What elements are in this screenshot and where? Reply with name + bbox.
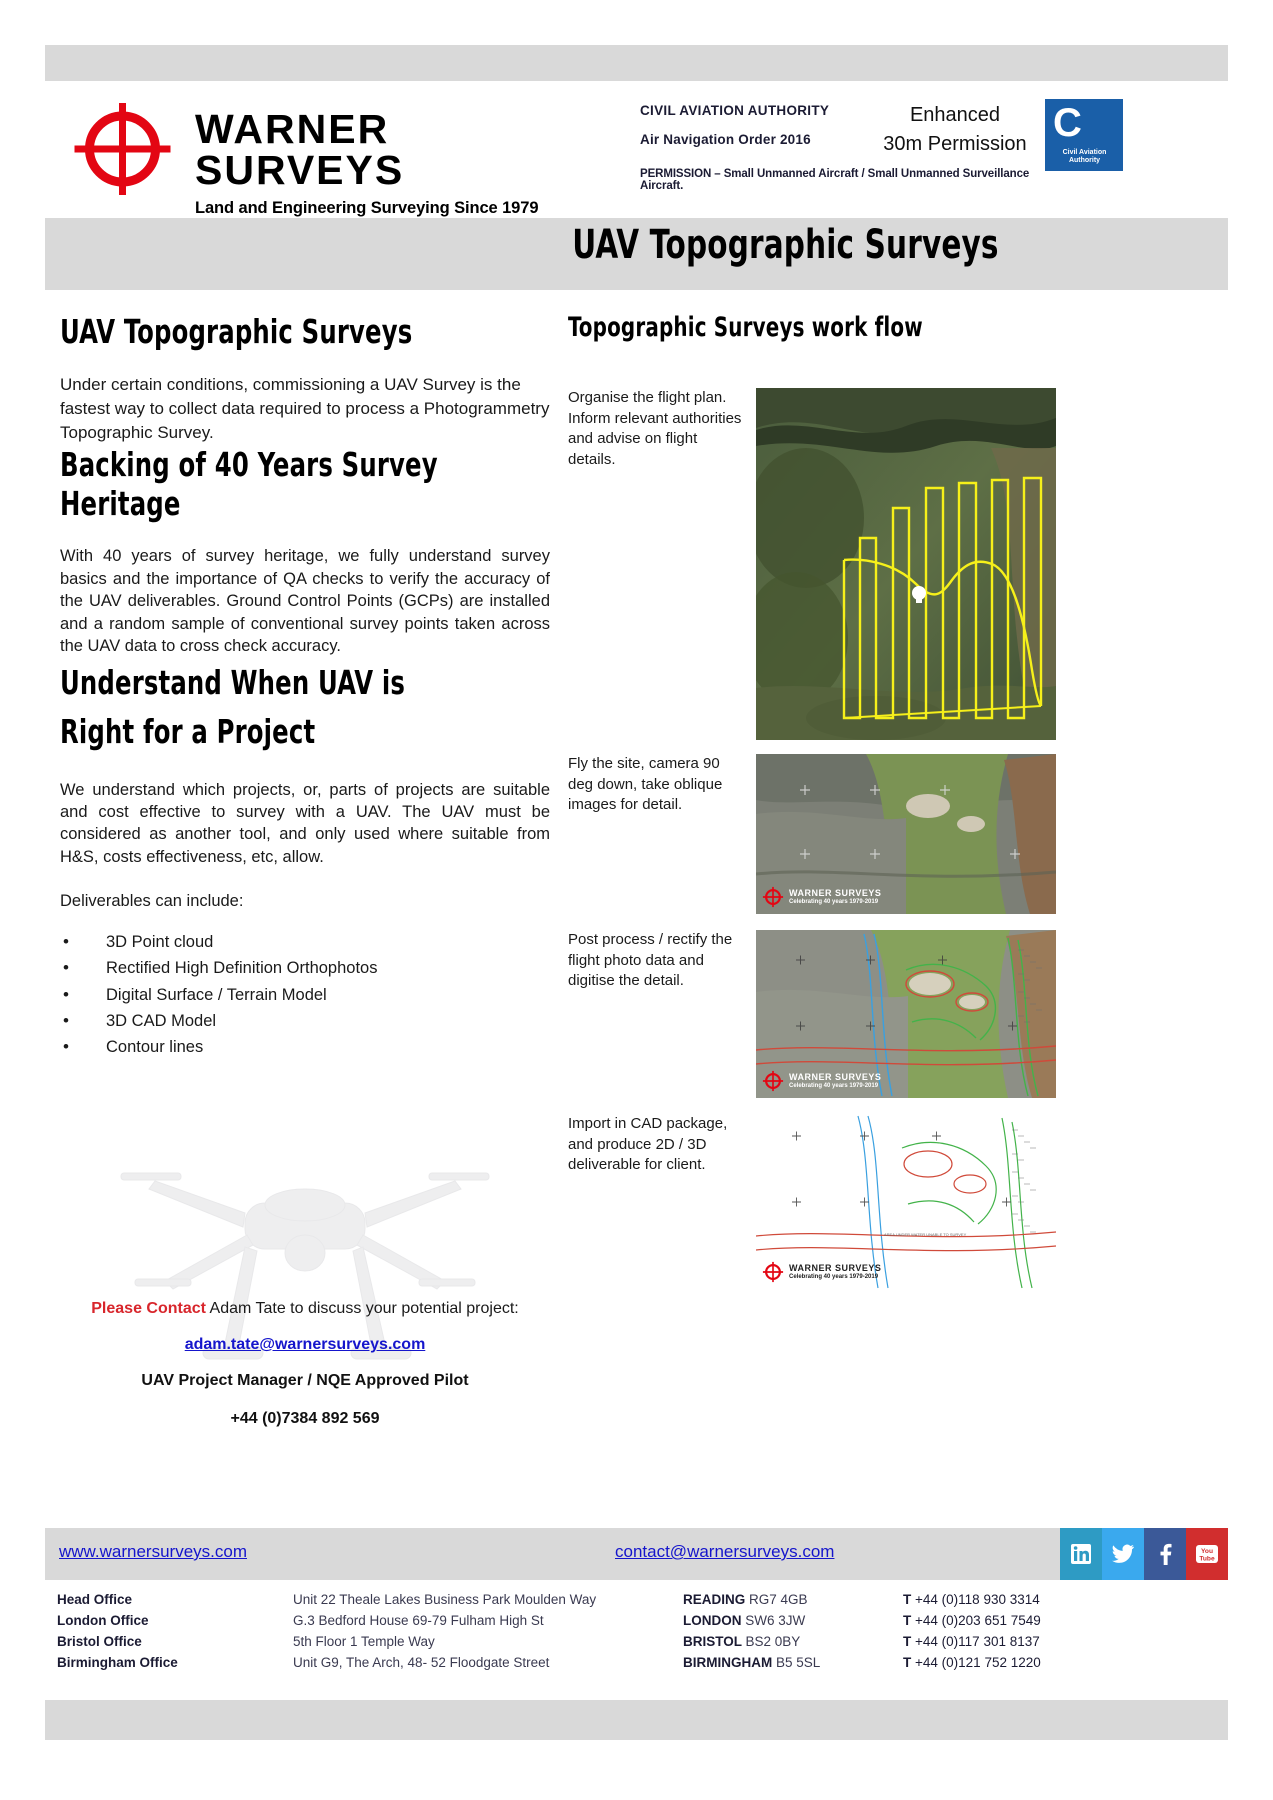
office-name: Head Office xyxy=(57,1592,133,1607)
footer-links-bar xyxy=(45,1528,1228,1580)
offices-table xyxy=(45,1592,1228,1676)
top-grey-band xyxy=(45,45,1228,81)
section-heading-heritage: Backing of 40 Years Survey Heritage xyxy=(60,445,438,524)
watermark-sub: Celebrating 40 years 1979-2019 xyxy=(789,1082,879,1089)
heritage-paragraph: With 40 years of survey heritage, we fully understand survey basics and the importance of QA checks to verify the accuracy of the UAV deliverables. Ground Control Points (GCPs) are installed and a random sample of conventional survey points taken across the UAV data to cross check accuracy. xyxy=(60,547,550,656)
workflow-step xyxy=(568,754,1228,924)
caa-permission-line: PERMISSION – Small Unmanned Aircraft / Small Unmanned Surveillance Aircraft. xyxy=(640,168,1030,192)
contact-email-link[interactable]: adam.tate@warnersurveys.com xyxy=(184,1336,426,1353)
watermark-brand: WARNER SURVEYS xyxy=(789,1262,882,1273)
crosshair-target-icon xyxy=(762,1261,784,1283)
image-watermark xyxy=(762,886,881,908)
rectified-photo-with-vectors xyxy=(756,930,1056,1098)
table-row xyxy=(45,1613,1228,1634)
office-postcode: RG7 4GB xyxy=(749,1592,808,1607)
office-name: Birmingham Office xyxy=(57,1655,178,1670)
caa-logo-text: Civil Aviation Authority xyxy=(1062,148,1107,165)
caa-authority-line: CIVIL AVIATION AUTHORITY xyxy=(640,103,830,118)
table-row xyxy=(45,1592,1228,1613)
contact-lead-rest: Adam Tate to discuss your potential project: xyxy=(205,1300,519,1317)
company-logo xyxy=(70,93,600,217)
tel-number: +44 (0)117 301 8137 xyxy=(915,1634,1040,1649)
left-column xyxy=(60,312,550,1061)
please-contact-label: Please Contact xyxy=(91,1300,206,1317)
section-heading-uav-topographic: UAV Topographic Surveys xyxy=(60,312,413,351)
watermark-text xyxy=(789,1264,881,1280)
office-city xyxy=(683,1592,808,1607)
permission-badge xyxy=(865,101,1045,159)
office-address: 5th Floor 1 Temple Way xyxy=(293,1634,435,1649)
bottom-grey-band xyxy=(45,1700,1228,1740)
workflow-step-caption: Fly the site, camera 90 deg down, take oblique images for detail. xyxy=(568,755,723,814)
deliverables-label: Deliverables can include: xyxy=(60,892,244,911)
list-item: • 3D CAD Model xyxy=(60,1008,550,1034)
linkedin-icon[interactable] xyxy=(1060,1528,1102,1580)
caa-order-line: Air Navigation Order 2016 xyxy=(640,132,811,147)
office-city-label: READING xyxy=(683,1592,746,1607)
caa-logo-letter: C xyxy=(1053,101,1082,145)
deliverables-list xyxy=(60,929,550,1061)
document-header xyxy=(45,81,1228,218)
watermark-brand: WARNER SURVEYS xyxy=(789,1071,882,1082)
office-telephone xyxy=(903,1634,1040,1649)
caa-logo xyxy=(1045,99,1123,171)
office-city-label: BIRMINGHAM xyxy=(683,1655,773,1670)
office-telephone xyxy=(903,1613,1041,1628)
office-city xyxy=(683,1634,800,1649)
workflow-step-caption: Import in CAD package, and produce 2D / 3D deliverable for client. xyxy=(568,1115,728,1174)
office-city-label: LONDON xyxy=(683,1613,742,1628)
image-watermark xyxy=(762,1261,881,1283)
list-item: • 3D Point cloud xyxy=(60,929,550,955)
tel-number: +44 (0)203 651 7549 xyxy=(915,1613,1041,1628)
office-name: London Office xyxy=(57,1613,149,1628)
tel-number: +44 (0)121 752 1220 xyxy=(915,1655,1041,1670)
tel-prefix: T xyxy=(903,1655,912,1670)
office-city-label: BRISTOL xyxy=(683,1634,742,1649)
contact-role: UAV Project Manager / NQE Approved Pilot xyxy=(141,1372,469,1389)
crosshair-target-icon xyxy=(762,1070,784,1092)
page-title: UAV Topographic Surveys xyxy=(572,222,999,268)
youtube-icon[interactable] xyxy=(1186,1528,1228,1580)
crosshair-target-icon xyxy=(70,101,175,197)
watermark-brand: WARNER SURVEYS xyxy=(789,887,882,898)
office-name: Bristol Office xyxy=(57,1634,142,1649)
watermark-text xyxy=(789,889,881,905)
office-telephone xyxy=(903,1592,1040,1607)
company-email-link[interactable]: contact@warnersurveys.com xyxy=(615,1542,835,1561)
tel-prefix: T xyxy=(903,1613,912,1628)
svg-text:You: You xyxy=(1201,1548,1213,1555)
permission-badge-line2: 30m Permission xyxy=(883,133,1027,155)
office-address: Unit 22 Theale Lakes Business Park Moulden Way xyxy=(293,1592,597,1607)
workflow-step xyxy=(568,388,1228,748)
intro-paragraph: Under certain conditions, commissioning a UAV Survey is the fastest way to collect data required to process a Photogrammetry Topographic Survey. xyxy=(60,375,550,443)
contact-email-row xyxy=(50,1336,560,1354)
office-postcode: SW6 3JW xyxy=(745,1613,806,1628)
office-address: G.3 Bedford House 69-79 Fulham High St xyxy=(293,1613,544,1628)
tel-number: +44 (0)118 930 3314 xyxy=(915,1592,1040,1607)
twitter-icon[interactable] xyxy=(1102,1528,1144,1580)
logo-wordmark xyxy=(195,106,600,218)
contact-phone: +44 (0)7384 892 569 xyxy=(230,1410,380,1427)
image-watermark xyxy=(762,1070,881,1092)
office-telephone xyxy=(903,1655,1041,1670)
section-heading-workflow: Topographic Surveys work flow xyxy=(568,312,923,343)
office-address: Unit G9, The Arch, 48- 52 Floodgate Street xyxy=(293,1655,550,1670)
svg-text:AREA UNDER WATER UNABLE TO SUR: AREA UNDER WATER UNABLE TO SURVEY xyxy=(884,1232,967,1237)
workflow-step-caption: Post process / rectify the flight photo data and digitise the detail. xyxy=(568,931,733,990)
office-city xyxy=(683,1655,820,1670)
list-item: • Rectified High Definition Orthophotos xyxy=(60,955,550,981)
website-link[interactable]: www.warnersurveys.com xyxy=(59,1542,247,1561)
aerial-flight-plan-map xyxy=(756,388,1056,740)
tel-prefix: T xyxy=(903,1592,912,1607)
workflow-step-caption: Organise the flight plan. Inform relevant authorities and advise on flight details. xyxy=(568,389,742,469)
understand-paragraph: We understand which projects, or, parts of projects are suitable and cost effective to survey with a UAV. The UAV must be considered as another tool, and only used where suitable from H&S, costs effectiveness, etc, allow. xyxy=(60,780,550,866)
right-column-heading-wrap xyxy=(568,312,1228,343)
table-row xyxy=(45,1634,1228,1655)
workflow-list xyxy=(568,388,1228,1300)
brand-tagline: Land and Engineering Surveying Since 1979 xyxy=(195,199,539,217)
contact-block xyxy=(50,1300,560,1428)
watermark-text xyxy=(789,1073,881,1089)
workflow-step xyxy=(568,1114,1228,1294)
section-heading-understand: Understand When UAV is Right for a Project xyxy=(60,662,406,752)
office-postcode: B5 5SL xyxy=(776,1655,821,1670)
social-links xyxy=(1060,1528,1228,1580)
crosshair-target-icon xyxy=(762,886,784,908)
office-city xyxy=(683,1613,805,1628)
permission-badge-line1: Enhanced xyxy=(909,104,1001,126)
svg-text:Tube: Tube xyxy=(1199,1555,1215,1563)
cad-drawing-output xyxy=(756,1114,1056,1289)
list-item: • Contour lines xyxy=(60,1034,550,1060)
tel-prefix: T xyxy=(903,1634,912,1649)
workflow-step xyxy=(568,930,1228,1108)
office-postcode: BS2 0BY xyxy=(745,1634,801,1649)
list-item: • Digital Surface / Terrain Model xyxy=(60,982,550,1008)
watermark-sub: Celebrating 40 years 1979-2019 xyxy=(789,898,879,905)
aerial-orthophoto xyxy=(756,754,1056,914)
brand-name: WARNER SURVEYS xyxy=(195,106,405,193)
facebook-icon[interactable] xyxy=(1144,1528,1186,1580)
watermark-sub: Celebrating 40 years 1979-2019 xyxy=(789,1273,879,1280)
table-row xyxy=(45,1655,1228,1676)
contact-lead-line xyxy=(50,1300,560,1318)
